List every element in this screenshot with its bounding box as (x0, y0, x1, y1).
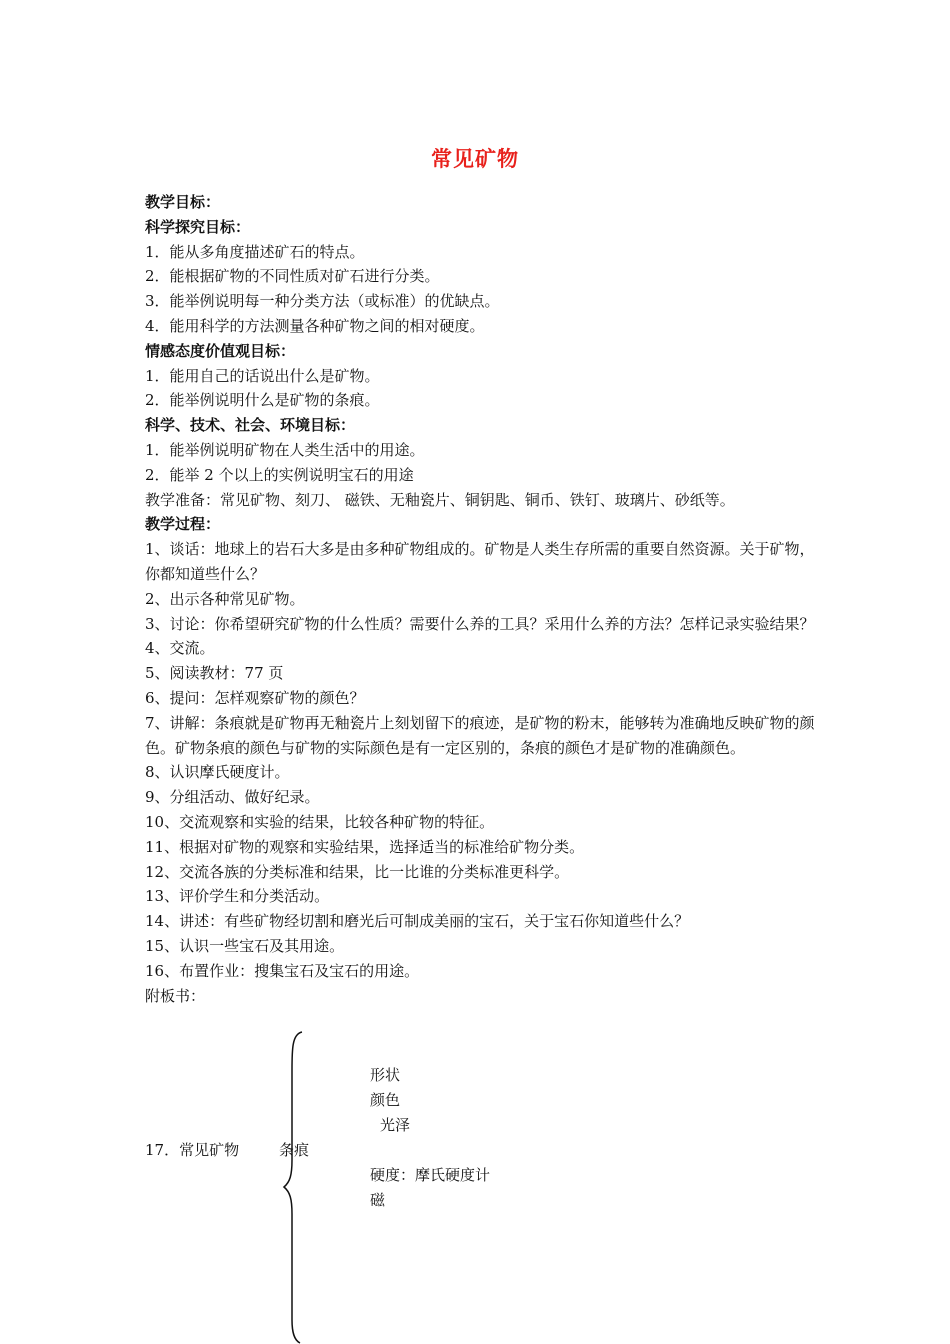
process-heading: 教学过程： (145, 515, 221, 534)
board-luster: 光泽 (380, 1116, 411, 1134)
board-streak: 条痕 (279, 1141, 310, 1159)
emotion-heading: 情感态度价值观目标： (145, 341, 296, 360)
document-body (145, 190, 815, 1008)
process-item: 6、提问：怎样观察矿物的颜色？ (145, 688, 365, 707)
board-brace (280, 1030, 320, 1344)
process-item: 1、谈话：地球上的岩石大多是由多种矿物组成的。矿物是人类生存所需的重要自然资源。关于矿物，你都知道些什么？ (145, 540, 815, 583)
page-title: 常见矿物 (431, 146, 519, 171)
board-center: 17．常见矿物 (145, 1141, 240, 1159)
process-item: 11、根据对矿物的观察和实验结果，选择适当的标准给矿物分类。 (145, 837, 585, 856)
board-hardness: 硬度：摩氏硬度计 (370, 1166, 491, 1184)
process-item: 9、分组活动、做好纪录。 (145, 788, 320, 807)
objectives-heading: 教学目标： (145, 193, 221, 211)
board-color: 颜色 (370, 1091, 401, 1109)
emotion-item: 1．能用自己的话说出什么是矿物。 (145, 366, 380, 385)
process-item: 8、认识摩氏硬度计。 (145, 763, 290, 782)
process-item: 12、交流各族的分类标准和结果，比一比谁的分类标准更科学。 (145, 862, 570, 881)
sts-heading: 科学、技术、社会、环境目标： (145, 416, 356, 435)
emotion-item: 2．能举例说明什么是矿物的条痕。 (145, 391, 380, 410)
process-item: 14、讲述：有些矿物经切割和磨光后可制成美丽的宝石，关于宝石你知道些什么？ (145, 912, 690, 931)
science-item: 4．能用科学的方法测量各种矿物之间的相对硬度。 (145, 316, 485, 335)
preparation-line: 教学准备：常见矿物、刻刀、 磁铁、无釉瓷片、铜钥匙、铜币、铁钉、玻璃片、砂纸等。 (145, 490, 735, 509)
process-item: 16、布置作业：搜集宝石及宝石的用途。 (145, 961, 420, 980)
process-item: 5、阅读教材：77 页 (145, 664, 284, 683)
process-item: 4、交流。 (145, 639, 215, 658)
science-item: 2．能根据矿物的不同性质对矿石进行分类。 (145, 267, 440, 286)
process-item: 3、讨论：你希望研究矿物的什么性质？需要什么养的工具？采用什么养的方法？怎样记录实验结果？ (145, 614, 815, 633)
sts-item: 1．能举例说明矿物在人类生活中的用途。 (145, 440, 425, 459)
process-item: 13、评价学生和分类活动。 (145, 887, 330, 906)
process-item: 10、交流观察和实验的结果，比较各种矿物的特征。 (145, 812, 495, 831)
process-item: 7、讲解：条痕就是矿物再无釉瓷片上刻划留下的痕迹，是矿物的粉末，能够转为准确地反映矿物的颜色。矿物条痕的颜色与矿物的实际颜色是有一定区别的，条痕的颜色才是矿物的准确颜色。 (145, 713, 815, 757)
science-item: 1．能从多角度描述矿石的特点。 (145, 242, 365, 261)
board-magnet: 磁 (370, 1191, 386, 1209)
board-shape: 形状 (370, 1066, 401, 1084)
science-heading: 科学探究目标： (145, 217, 251, 236)
sts-item: 2．能举 2 个以上的实例说明宝石的用途 (145, 465, 414, 484)
process-item: 15、认识一些宝石及其用途。 (145, 936, 345, 955)
science-item: 3．能举例说明每一种分类方法（或标准）的优缺点。 (145, 292, 500, 311)
process-item: 2、出示各种常见矿物。 (145, 589, 305, 608)
board-label: 附板书： (145, 986, 206, 1005)
